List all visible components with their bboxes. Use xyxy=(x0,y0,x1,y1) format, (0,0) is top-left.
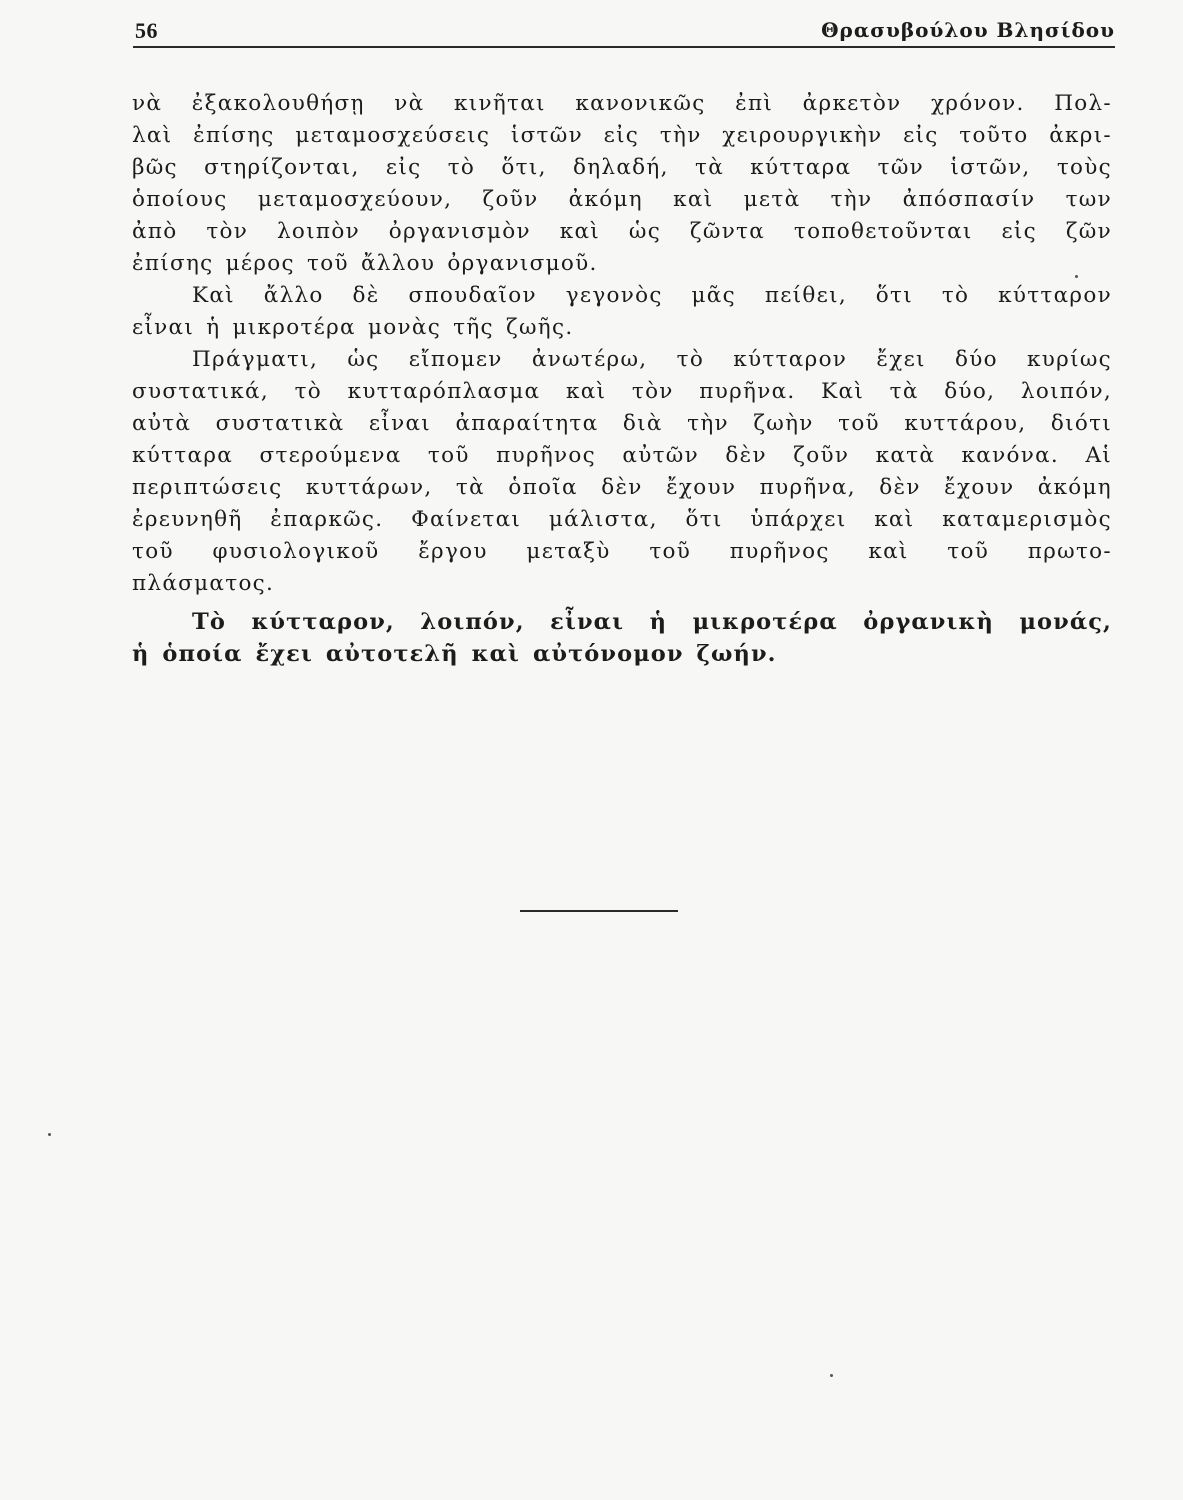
text-line: ἐρευνηθῆ ἐπαρκῶς. Φαίνεται μάλιστα, ὅτι ὑπάρχει καὶ καταμερισμὸς xyxy=(132,507,1112,532)
text-line: ἀπὸ τὸν λοιπὸν ὀργανισμὸν καὶ ὡς ζῶντα τοποθετοῦνται εἰς ζῶν xyxy=(132,219,1112,244)
text-line: βῶς στηρίζονται, εἰς τὸ ὅτι, δηλαδή, τὰ κύτταρα τῶν ἱστῶν, τοὺς xyxy=(132,155,1112,180)
text-line: εἶναι ἡ μικροτέρα μονὰς τῆς ζωῆς. xyxy=(132,315,574,340)
paragraph-2 xyxy=(132,280,1112,344)
text-line: Πράγματι, ὡς εἴπομεν ἀνωτέρω, τὸ κύτταρον ἔχει δύο κυρίως xyxy=(192,347,1112,372)
section-end-rule xyxy=(520,910,678,912)
text-line: Καὶ ἄλλο δὲ σπουδαῖον γεγονὸς μᾶς πείθει, ὅτι τὸ κύτταρον xyxy=(192,283,1112,308)
conclusion-line: ἡ ὁποία ἔχει αὐτοτελῆ καὶ αὐτόνομον ζωήν. xyxy=(132,641,777,667)
text-line: περιπτώσεις κυττάρων, τὰ ὁποῖα δὲν ἔχουν πυρῆνα, δὲν ἔχουν ἀκόμη xyxy=(132,475,1112,500)
paragraph-3 xyxy=(132,344,1112,600)
text-line: τοῦ φυσιολογικοῦ ἔργου μεταξὺ τοῦ πυρῆνος καὶ τοῦ πρωτο- xyxy=(132,539,1112,564)
text-line: ὁποίους μεταμοσχεύουν, ζοῦν ἀκόμη καὶ μετὰ τὴν ἀπόσπασίν των xyxy=(132,187,1112,212)
header-rule xyxy=(133,46,1115,48)
text-line: πλάσματος. xyxy=(132,571,275,596)
print-speck xyxy=(48,1133,51,1136)
body-text xyxy=(132,88,1112,670)
page-header xyxy=(133,14,1115,48)
text-line: λαὶ ἐπίσης μεταμοσχεύσεις ἱστῶν εἰς τὴν χειρουργικὴν εἰς τοῦτο ἀκρι- xyxy=(132,123,1112,148)
paragraph-1 xyxy=(132,88,1112,280)
running-head: Θρασυβούλου Βλησίδου xyxy=(821,18,1115,42)
text-line: συστατικά, τὸ κυτταρόπλασμα καὶ τὸν πυρῆνα. Καὶ τὰ δύο, λοιπόν, xyxy=(132,379,1112,404)
print-speck xyxy=(1075,275,1078,278)
text-line: νὰ ἐξακολουθήσῃ νὰ κινῆται κανονικῶς ἐπὶ ἀρκετὸν χρόνον. Πολ- xyxy=(132,91,1112,116)
conclusion-line: Τὸ κύτταρον, λοιπόν, εἶναι ἡ μικροτέρα ὀργανικὴ μονάς, xyxy=(192,609,1112,635)
page-number: 56 xyxy=(135,18,158,43)
text-line: κύτταρα στερούμενα τοῦ πυρῆνος αὐτῶν δὲν ζοῦν κατὰ κανόνα. Αἱ xyxy=(132,443,1112,468)
print-speck xyxy=(830,1374,833,1377)
text-line: ἐπίσης μέρος τοῦ ἄλλου ὀργανισμοῦ. xyxy=(132,251,598,276)
conclusion-paragraph xyxy=(132,606,1112,670)
text-line: αὐτὰ συστατικὰ εἶναι ἀπαραίτητα διὰ τὴν ζωὴν τοῦ κυττάρου, διότι xyxy=(132,411,1112,436)
